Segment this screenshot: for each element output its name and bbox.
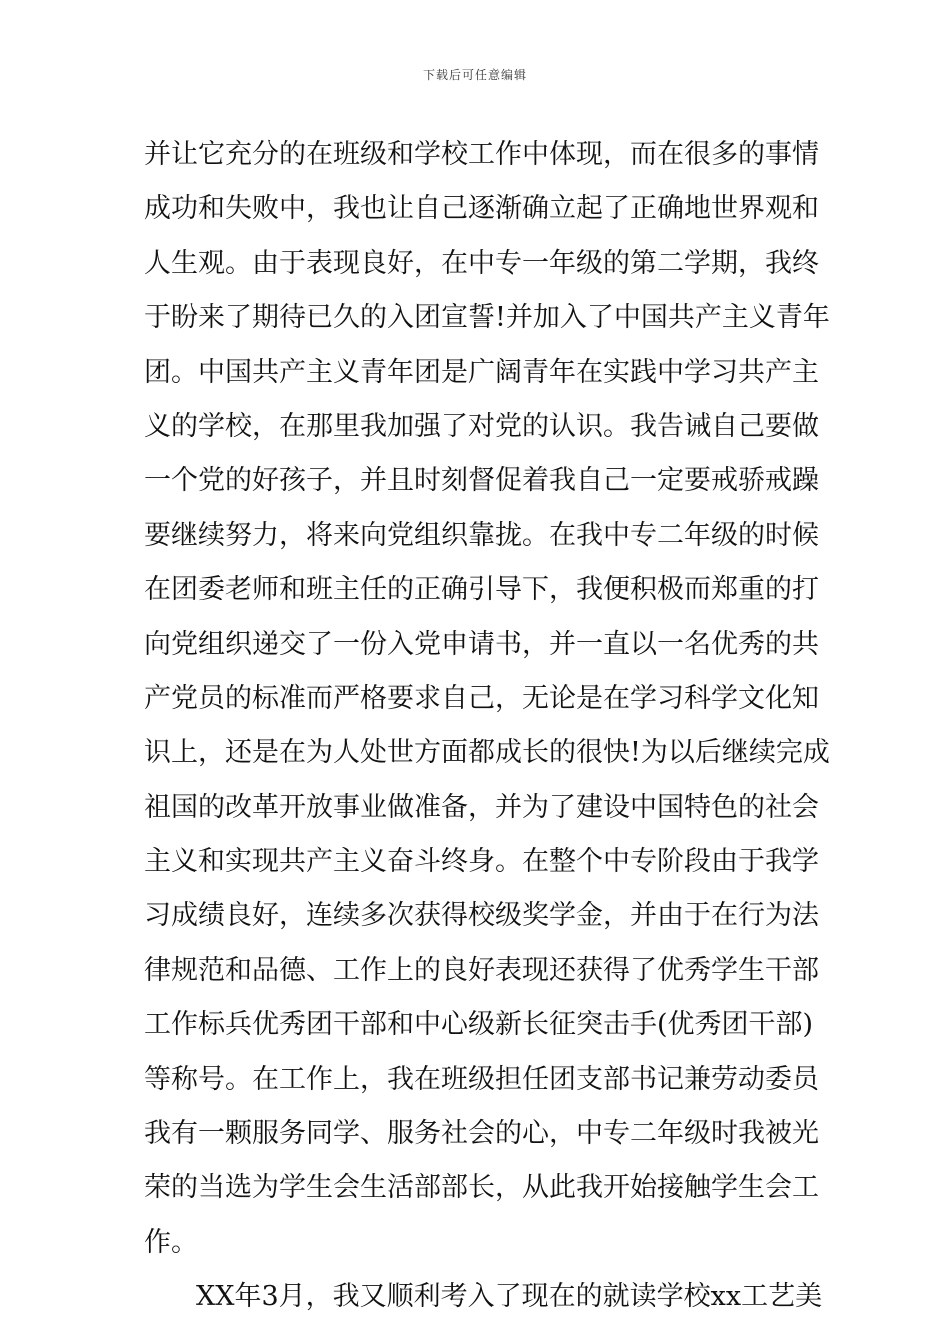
text-line: 识上，还是在为人处世方面都成长的很快!为以后继续完成 (144, 737, 830, 769)
text-line: 一个党的好孩子，并且时刻督促着我自己一定要戒骄戒躁 (144, 465, 819, 497)
text-line: 祖国的改革开放事业做准备，并为了建设中国特色的社会 (144, 791, 819, 823)
text-line: 向党组织递交了一份入党申请书，并一直以一名优秀的共 (144, 628, 819, 660)
text-line: 工作标兵优秀团干部和中心级新长征突击手(优秀团干部) (144, 1009, 814, 1041)
text-line: 我有一颗服务同学、服务社会的心，中专二年级时我被光 (144, 1118, 819, 1150)
text-line: 荣的当选为学生会生活部部长，从此我开始接触学生会工 (144, 1172, 819, 1204)
document-body (144, 128, 830, 1325)
text-line: 成功和失败中，我也让自己逐渐确立起了正确地世界观和 (144, 193, 819, 225)
text-line: 并让它充分的在班级和学校工作中体现，而在很多的事情 (144, 139, 819, 170)
text-line: 于盼来了期待已久的入团宣誓!并加入了中国共产主义青年 (144, 302, 830, 334)
text-line: 义的学校，在那里我加强了对党的认识。我告诫自己要做 (144, 410, 819, 442)
text-line: 作。 (144, 1226, 198, 1258)
text-line: 产党员的标准而严格要求自己，无论是在学习科学文化知 (144, 682, 819, 714)
header-note: 下载后可任意编辑 (422, 68, 527, 82)
text-line: 人生观。由于表现良好，在中专一年级的第二学期，我终 (144, 247, 819, 279)
text-line: 主义和实现共产主义奋斗终身。在整个中专阶段由于我学 (144, 846, 819, 878)
paragraph-first-line: XX年3月，我又顺利考入了现在的就读学校xx工艺美 (196, 1281, 823, 1313)
text-line: 等称号。在工作上，我在班级担任团支部书记兼劳动委员 (144, 1063, 819, 1095)
text-line: 在团委老师和班主任的正确引导下，我便积极而郑重的打 (144, 574, 819, 606)
text-line: 律规范和品德、工作上的良好表现还获得了优秀学生干部 (144, 954, 819, 986)
text-line: 团。中国共产主义青年团是广阔青年在实践中学习共产主 (144, 356, 819, 388)
text-line: 要继续努力，将来向党组织靠拢。在我中专二年级的时候 (144, 519, 819, 551)
text-line: 习成绩良好，连续多次获得校级奖学金，并由于在行为法 (144, 900, 819, 932)
